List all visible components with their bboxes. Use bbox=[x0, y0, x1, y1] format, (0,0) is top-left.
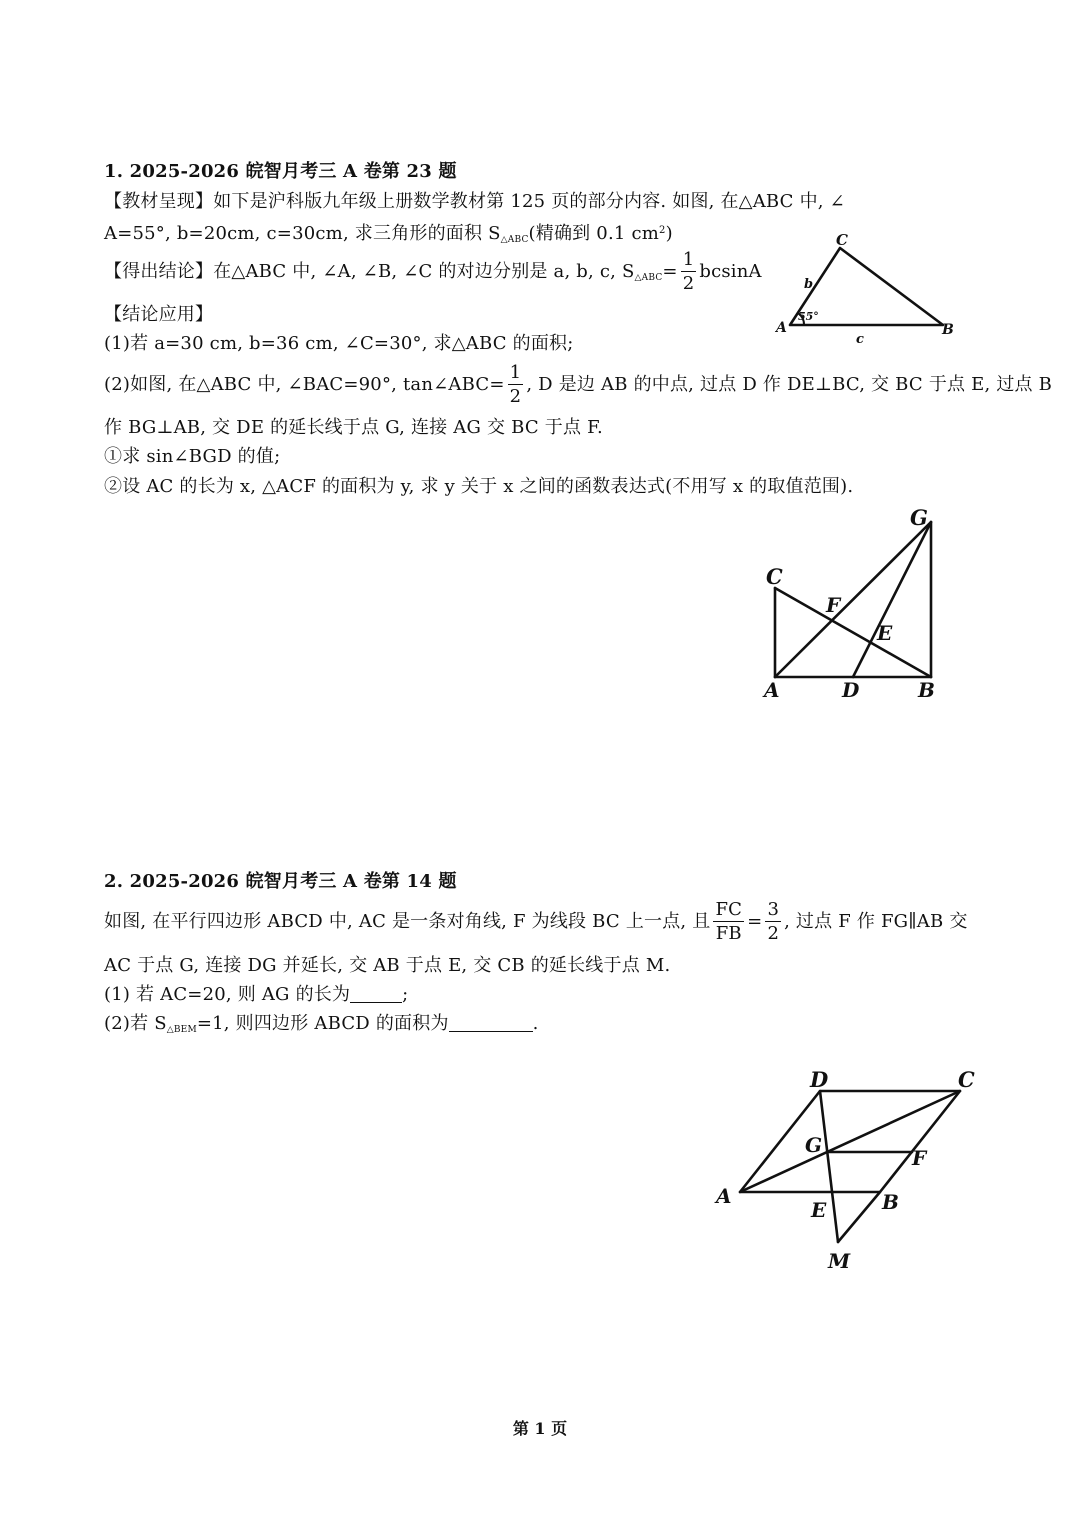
q2-frac-num: FC bbox=[715, 899, 743, 920]
q1-intro-line2-sup: 2 bbox=[659, 225, 666, 236]
q2-text2: AC 于点 G, 连接 DG 并延长, 交 AB 于点 E, 交 CB 的延长线于点 M. bbox=[104, 955, 671, 976]
q1-part2-line2: 作 BG⊥AB, 交 DE 的延长线于点 G, 连接 AG 交 BC 于点 F. bbox=[104, 417, 603, 438]
q2-val-den: 2 bbox=[767, 923, 780, 944]
fig2-label-g: G bbox=[910, 505, 928, 530]
fig1-label-c: C bbox=[836, 231, 848, 249]
q1-part2-a: (2)如图, 在△ABC 中, ∠BAC=90°, tan∠ABC= bbox=[104, 374, 505, 395]
q1-intro-line1: 【教材呈现】如下是沪科版九年级上册数学教材第 125 页的部分内容. 如图, 在△ABC 中, ∠ bbox=[104, 191, 845, 212]
q2-ratio-fraction bbox=[713, 901, 744, 943]
q1-conclusion-num: 1 bbox=[682, 249, 695, 270]
fig1-side-b: b bbox=[804, 277, 814, 292]
q2-part1-b: ; bbox=[402, 984, 409, 1005]
q1-conclusion-sub: △ABC bbox=[634, 273, 663, 283]
q2-value-fraction bbox=[765, 901, 781, 943]
q2-part2-b: =1, 则四边形 ABCD 的面积为 bbox=[196, 1013, 449, 1034]
q2-val-num: 3 bbox=[767, 899, 780, 920]
q2-text1-a: 如图, 在平行四边形 ABCD 中, AC 是一条对角线, F 为线段 BC 上一点, 且 bbox=[104, 911, 711, 932]
q2-answer-blank-2[interactable] bbox=[449, 1015, 533, 1032]
fig3-label-b: B bbox=[882, 1190, 899, 1214]
fig2-label-b: B bbox=[918, 678, 935, 702]
fig3-label-m: M bbox=[828, 1249, 851, 1273]
segment-bm bbox=[838, 1192, 880, 1242]
fig2-label-d: D bbox=[842, 678, 860, 702]
q1-intro-line2-a: A=55°, b=20cm, c=30cm, 求三角形的面积 S bbox=[104, 223, 501, 244]
q1-conclusion-fraction bbox=[681, 251, 697, 293]
q2-part2 bbox=[104, 1012, 539, 1042]
q1-part2-den: 2 bbox=[509, 386, 522, 407]
q1-intro-line2 bbox=[104, 219, 673, 252]
q1-apply-heading: 【结论应用】 bbox=[104, 304, 214, 325]
diagonal-ac bbox=[740, 1091, 960, 1192]
q1-part2-fraction bbox=[508, 364, 524, 406]
fig1-label-a: A bbox=[776, 320, 787, 336]
q2-part2-sub: △BEM bbox=[166, 1025, 197, 1035]
q1-part2-b: , D 是边 AB 的中点, 过点 D 作 DE⊥BC, 交 BC 于点 E, 过点 B bbox=[526, 374, 1053, 395]
page-number: 第 1 页 bbox=[512, 1419, 568, 1438]
q2-part2-c: . bbox=[532, 1013, 539, 1034]
q2-part1-a: (1) 若 AC=20, 则 AG 的长为 bbox=[104, 984, 351, 1005]
q2-frac-den: FB bbox=[715, 923, 742, 944]
fig3-label-a: A bbox=[716, 1184, 732, 1208]
q1-conclusion bbox=[104, 250, 762, 300]
fig3-label-c: C bbox=[958, 1067, 975, 1092]
q2-part2-a: (2)若 S bbox=[104, 1013, 167, 1034]
q1-title: 1. 2025-2026 皖智月考三 A 卷第 23 题 bbox=[104, 161, 457, 182]
q2-title: 2. 2025-2026 皖智月考三 A 卷第 14 题 bbox=[104, 871, 457, 892]
fig3-label-d: D bbox=[810, 1067, 829, 1092]
q1-figure-triangle bbox=[760, 220, 980, 350]
q2-part1 bbox=[104, 983, 408, 1007]
q1-intro-line2-sub: △ABC bbox=[500, 235, 529, 245]
fig2-label-a: A bbox=[764, 678, 780, 702]
q1-intro-line2-b: (精确到 0.1 cm bbox=[528, 223, 659, 244]
fig2-label-e: E bbox=[877, 621, 893, 645]
q1-conclusion-eq: = bbox=[662, 261, 678, 282]
q1-intro-line2-c: ) bbox=[665, 223, 673, 244]
q2-answer-blank-1[interactable] bbox=[350, 986, 402, 1003]
q1-conclusion-a: 【得出结论】在△ABC 中, ∠A, ∠B, ∠C 的对边分别是 a, b, c, S bbox=[104, 261, 635, 282]
q2-text1 bbox=[104, 898, 968, 946]
fig3-label-f: F bbox=[912, 1146, 927, 1170]
q2-figure-parallelogram bbox=[710, 1065, 980, 1280]
q2-text1-b: , 过点 F 作 FG∥AB 交 bbox=[784, 911, 968, 932]
fig3-label-e: E bbox=[811, 1198, 827, 1222]
fig3-label-g: G bbox=[805, 1133, 823, 1157]
segment-cb bbox=[775, 588, 931, 677]
fig2-label-f: F bbox=[826, 593, 841, 617]
q1-part2 bbox=[104, 362, 1052, 408]
fig1-side-c: c bbox=[856, 332, 864, 347]
fig2-label-c: C bbox=[766, 564, 783, 589]
q1-conclusion-den: 2 bbox=[682, 273, 695, 294]
q1-sub1: ①求 sin∠BGD 的值; bbox=[104, 446, 281, 467]
q1-figure-construction bbox=[760, 505, 960, 710]
q1-part2-num: 1 bbox=[509, 362, 522, 383]
q2-eq: = bbox=[747, 911, 763, 932]
segment-ag bbox=[775, 522, 931, 677]
fig1-angle-55: 55° bbox=[798, 310, 819, 323]
fig1-label-b: B bbox=[942, 322, 954, 338]
q1-conclusion-tail: bcsinA bbox=[699, 261, 762, 282]
q1-part1: (1)若 a=30 cm, b=36 cm, ∠C=30°, 求△ABC 的面积; bbox=[104, 333, 574, 354]
q1-sub2: ②设 AC 的长为 x, △ACF 的面积为 y, 求 y 关于 x 之间的函数表达式(不用写 x 的取值范围). bbox=[104, 476, 854, 497]
